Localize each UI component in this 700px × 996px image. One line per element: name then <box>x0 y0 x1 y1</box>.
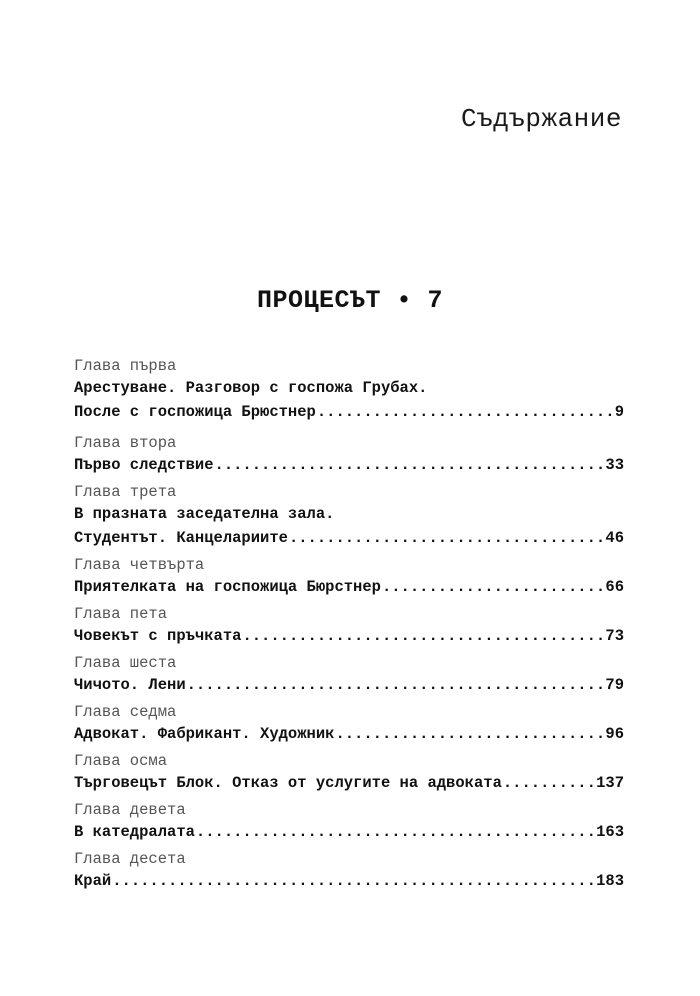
dot-leader <box>335 722 604 746</box>
dot-leader <box>242 624 604 648</box>
dot-leader <box>196 820 595 844</box>
toc-entry-1 <box>74 356 624 424</box>
chapter-title-line: В празната заседателна зала. <box>74 505 335 523</box>
toc-entry-9 <box>74 800 624 844</box>
dot-leader <box>382 575 604 599</box>
toc-entry-8 <box>74 751 624 795</box>
dot-leader <box>187 673 605 697</box>
chapter-label: Глава пета <box>74 605 168 623</box>
page-number: 79 <box>605 676 624 694</box>
chapter-label: Глава втора <box>74 434 177 452</box>
chapter-label: Глава седма <box>74 703 177 721</box>
chapter-label: Глава четвърта <box>74 556 205 574</box>
dot-leader <box>215 453 605 477</box>
chapter-title: В катедралата <box>74 823 195 841</box>
chapter-title: Адвокат. Фабрикант. Художник <box>74 725 335 743</box>
chapter-title-last-line <box>74 624 624 648</box>
page-number: 73 <box>605 627 624 645</box>
chapter-label: Глава девета <box>74 801 186 819</box>
chapter-title-line: Арестуване. Разговор с госпожа Грубах. <box>74 379 428 397</box>
toc-entry-5 <box>74 604 624 648</box>
page-number: 96 <box>605 725 624 743</box>
page-number: 46 <box>605 529 624 547</box>
chapter-title: Чичото. Лени <box>74 676 186 694</box>
page-number: 9 <box>614 403 624 421</box>
chapter-title: После с госпожица Брюстнер <box>74 403 316 421</box>
chapter-label: Глава осма <box>74 752 168 770</box>
chapter-title: Край <box>74 872 112 890</box>
chapter-label: Глава десета <box>74 850 186 868</box>
toc-entry-4 <box>74 555 624 599</box>
chapter-title: Приятелката на госпожица Бюрстнер <box>74 578 381 596</box>
toc-entry-10 <box>74 849 624 893</box>
chapter-title-last-line <box>74 820 624 844</box>
chapter-title-last-line <box>74 771 624 795</box>
table-of-contents <box>74 356 624 893</box>
dot-leader <box>503 771 595 795</box>
chapter-title: Първо следствие <box>74 456 214 474</box>
chapter-title-last-line <box>74 722 624 746</box>
chapter-label: Глава шеста <box>74 654 177 672</box>
page-number: 163 <box>596 823 624 841</box>
dot-leader <box>289 526 604 550</box>
chapter-label: Глава трета <box>74 483 177 501</box>
chapter-title-last-line <box>74 526 624 550</box>
page-number: 183 <box>596 872 624 890</box>
chapter-label: Глава първа <box>74 357 177 375</box>
toc-entry-6 <box>74 653 624 697</box>
page-number: 33 <box>605 456 624 474</box>
toc-entry-7 <box>74 702 624 746</box>
chapter-title-last-line <box>74 400 624 424</box>
toc-entry-3 <box>74 482 624 550</box>
chapter-title-last-line <box>74 869 624 893</box>
chapter-title-last-line <box>74 575 624 599</box>
chapter-title: Търговецът Блок. Отказ от услугите на адвоката <box>74 774 502 792</box>
contents-heading: Съдържание <box>460 104 622 134</box>
dot-leader <box>112 869 595 893</box>
chapter-title-last-line <box>74 453 624 477</box>
chapter-title-last-line <box>74 673 624 697</box>
chapter-title: Студентът. Канцелариите <box>74 529 288 547</box>
page-number: 137 <box>596 774 624 792</box>
page-number: 66 <box>605 578 624 596</box>
toc-entry-2 <box>74 433 624 477</box>
part-title: ПРОЦЕСЪТ • 7 <box>256 286 444 315</box>
chapter-title: Човекът с пръчката <box>74 627 242 645</box>
dot-leader <box>317 400 614 424</box>
